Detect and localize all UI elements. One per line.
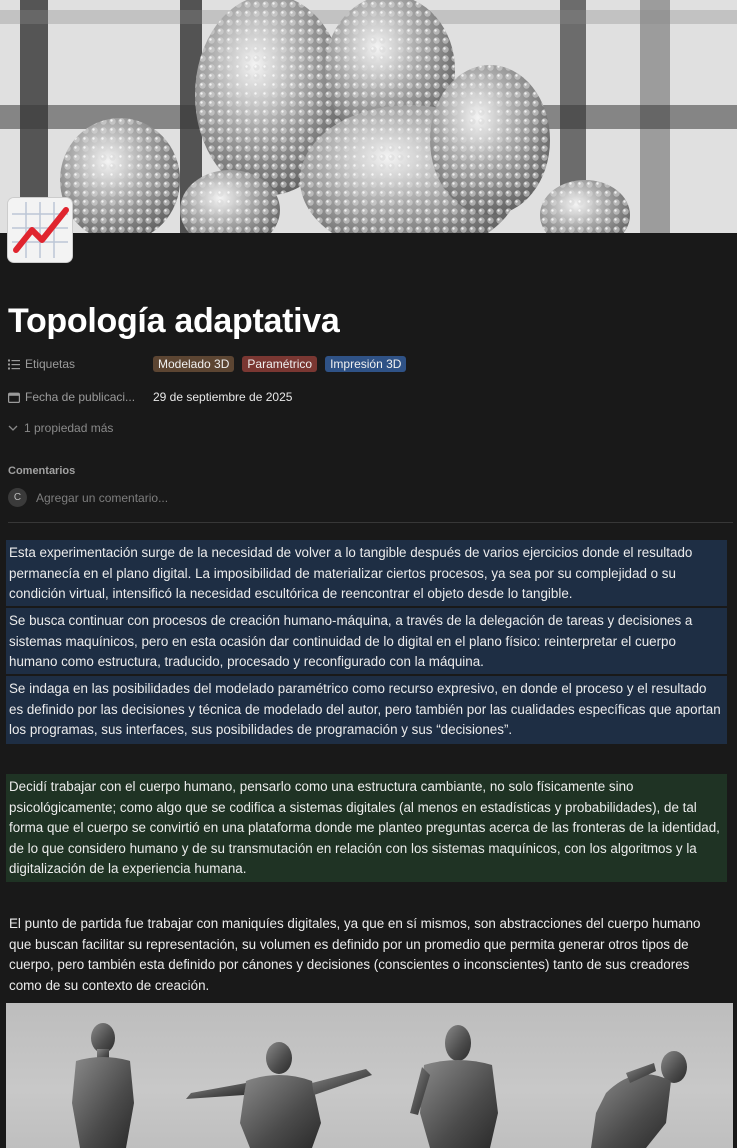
property-date[interactable] — [8, 386, 292, 408]
property-date-name[interactable] — [8, 390, 153, 404]
page-title[interactable]: Topología adaptativa — [8, 302, 340, 340]
paragraph-1: Esta experimentación surge de la necesidad de volver a lo tangible después de varios ejercicios donde el resultado permanecía en el plano digital. La imposibilidad de materializar ciertos procesos, ya sea por su complejidad o su condición virtual, intensificó la necesidad escultórica de reencontrar el objeto desde lo tangible. — [9, 545, 693, 602]
chevron-down-icon — [8, 425, 18, 432]
paragraph-3: Se indaga en las posibilidades del modelado paramétrico como recurso expresivo, en donde el proceso y el resultado es definido por las decisiones y técnica de modelado del autor, pero también por las cualidades específicas que aportan los programas, sus interfaces, sus posibilidades de programación y sus “decisiones”. — [9, 681, 721, 738]
paragraph-2: Se busca continuar con procesos de creación humano-máquina, a través de la delegación de tareas y decisiones a sistemas maquínicos, pero en esta ocasión dar continuidad de lo digital en el plano físico: reinterpretar el cuerpo humano como estructura, traducido, procesado y reconfigurado con la máquina. — [9, 613, 693, 670]
callout-block-1[interactable] — [6, 540, 727, 606]
more-properties-label: 1 propiedad más — [24, 421, 114, 435]
property-date-value[interactable]: 29 de septiembre de 2025 — [153, 390, 293, 404]
comments-heading: Comentarios — [8, 465, 76, 477]
mannequins-illustration — [6, 1003, 733, 1148]
property-tags-label: Etiquetas — [25, 357, 76, 371]
paragraph-5: El punto de partida fue trabajar con maniquíes digitales, ya que en sí mismos, son abstracciones del cuerpo humano que buscan facilitar su representación, su volumen es definido por un promedio que permita generar otros tipos de cuerpo, pero también esta definido por cánones y decisiones (conscientes o inconscientes) tanto de sus creadores como de su contexto de creación. — [9, 916, 701, 993]
comment-placeholder[interactable]: Agregar un comentario... — [36, 490, 169, 505]
text-block-5[interactable] — [6, 911, 727, 999]
tag-impresion-3d[interactable]: Impresión 3D — [325, 356, 406, 372]
property-date-label: Fecha de publicaci... — [25, 390, 136, 404]
paragraph-4: Decidí trabajar con el cuerpo humano, pensarlo como una estructura cambiante, no solo físicamente sino psicológicamente; como algo que se codifica a sistemas digitales (al menos en estadísticas y probabilidades), de tal forma que el cuerpo se convirtió en una plataforma donde me planteo preguntas acerca de las fronteras de la identidad, de lo que considero humano y de su transmutación en relación con los sistemas maquínicos, con los algoritmos y la digitalización de la experiencia humana. — [9, 779, 720, 877]
tag-modelado-3d[interactable]: Modelado 3D — [153, 356, 234, 372]
divider — [8, 522, 733, 523]
list-icon — [8, 359, 20, 370]
comment-input[interactable] — [8, 488, 168, 507]
callout-block-3[interactable] — [6, 676, 727, 744]
cover-image[interactable] — [0, 0, 737, 233]
page-chart-icon[interactable] — [8, 198, 72, 262]
cover-illustration — [0, 0, 737, 233]
property-tags-name[interactable] — [8, 357, 153, 371]
callout-block-2[interactable] — [6, 608, 727, 674]
calendar-icon — [8, 392, 20, 403]
mannequins-image[interactable] — [6, 1003, 733, 1148]
more-properties-toggle[interactable] — [8, 421, 113, 435]
callout-block-4[interactable] — [6, 774, 727, 882]
chart-icon — [8, 198, 72, 262]
avatar: C — [8, 488, 27, 507]
tag-parametrico[interactable]: Paramétrico — [242, 356, 317, 372]
property-tags[interactable] — [8, 353, 414, 375]
